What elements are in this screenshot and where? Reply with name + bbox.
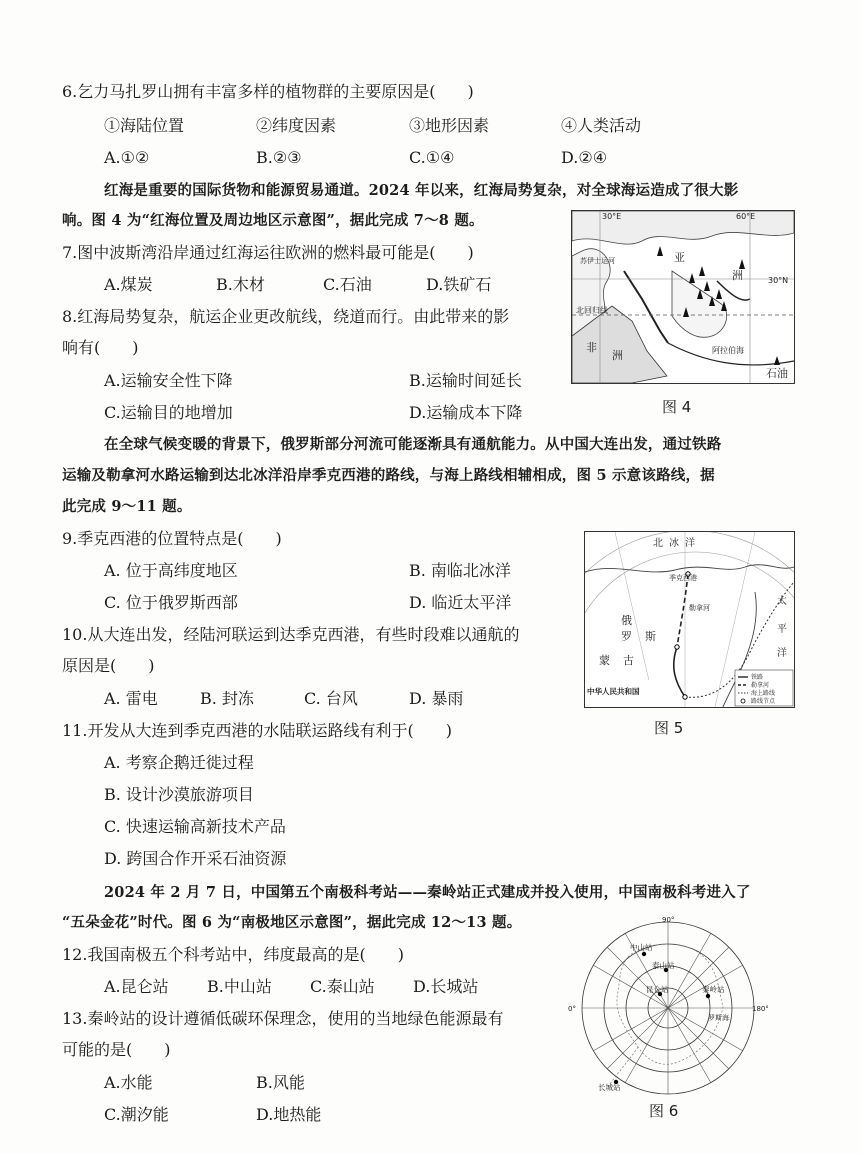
q10-option-c: C. 台风 [304,689,358,708]
q11-option-b: B. 设计沙漠旅游项目 [104,785,254,804]
q10-option-b: B. 封冻 [200,689,254,708]
q8-option-d: D.运输成本下降 [409,403,523,422]
fig4-lon30: 30°E [602,212,622,221]
q7-option-c: C.石油 [323,275,372,294]
fig4-asia-1: 亚 [674,251,685,264]
fig5-pacific-3: 洋 [777,648,787,659]
passage1-line2: 响。图 4 为“红海位置及周边地区示意图”，据此完成 7～8 题。 [62,212,484,229]
fig5-russia-1: 俄 [621,614,632,627]
q13-option-d: D.地热能 [256,1105,322,1124]
fig4-lat30: 30°N [768,276,789,285]
oil-legend-icon [774,356,780,365]
fig5-tiksi-label: 季克西港 [669,574,697,582]
fig5-legend-sea: 海上路线 [751,690,776,697]
q8-stem-line2: 响有( ) [62,338,139,357]
q6-option-a: A.①② [104,148,150,167]
fig5-mongolia-1: 蒙 [599,654,610,667]
fig6-qinling: 秦岭站 [702,985,725,994]
q9-option-c: C. 位于俄罗斯西部 [104,593,238,612]
fig5-russia-2: 罗 [621,630,632,643]
q7-option-a: A.煤炭 [104,275,153,294]
passage3-line2: “五朵金花”时代。图 6 为“南极地区示意图”，据此完成 12～13 题。 [62,914,522,931]
fig5-pacific-2: 平 [777,624,787,635]
q10-option-d: D. 暴雨 [409,689,464,708]
fig5-russia-3: 斯 [645,630,656,643]
fig4-arabian-sea: 阿拉伯海 [712,346,744,355]
q13-option-b: B.风能 [256,1073,305,1092]
fig4-lon60: 60°E [736,212,756,221]
figure5-caption: 图 5 [654,719,684,737]
q6-item-4: ④人类活动 [561,116,642,135]
q11-option-a: A. 考察企鹅迁徙过程 [104,753,254,772]
fig4-asia-2: 洲 [732,269,743,282]
q13-stem-line1: 13.秦岭站的设计遵循低碳环保理念，使用的当地绿色能源最有 [62,1009,504,1028]
q8-option-c: C.运输目的地增加 [104,403,233,422]
fig6-changcheng: 长城站 [598,1083,621,1092]
fig5-legend-node: 路线节点 [751,698,776,705]
q11-stem: 11.开发从大连到季克西港的水陆联运路线有利于( ) [62,721,452,740]
fig5-arctic-3: 洋 [685,538,695,549]
q6-stem: 6.乞力马扎罗山拥有丰富多样的植物群的主要原因是( ) [62,82,474,101]
q6-option-b: B.②③ [256,148,302,167]
q6-item-1: ①海陆位置 [104,116,185,135]
q7-stem: 7.图中波斯湾沿岸通过红海运往欧洲的燃料最可能是( ) [62,243,474,262]
figure4-map [571,210,795,384]
q9-stem: 9.季克西港的位置特点是( ) [62,529,282,548]
fig4-legend-oil: 石油 [766,367,788,380]
q13-stem-line2: 可能的是( ) [62,1040,171,1059]
q7-option-b: B.木材 [216,275,265,294]
passage2-line1: 在全球气候变暖的背景下，俄罗斯部分河流可能逐渐具有通航能力。从中国大连出发，通过铁路 [104,436,722,453]
q9-option-d: D. 临近太平洋 [409,593,512,612]
fig5-legend-lena: 勒拿河 [751,682,770,689]
q12-option-c: C.泰山站 [310,977,375,996]
q10-stem-line1: 10.从大连出发，经陆河联运到达季克西港，有些时段难以通航的 [62,625,520,644]
fig6-zhongshan: 中山站 [630,943,653,952]
fig5-china-label: 中华人民共和国 [587,687,640,696]
fig4-africa-1: 非 [586,341,597,354]
fig5-lena-label: 勒拿河 [689,604,710,612]
q8-option-b: B.运输时间延长 [409,371,522,390]
q12-option-d: D.长城站 [413,977,479,996]
fig6-ross-sea: 罗斯海 [708,1014,729,1022]
passage2-line3: 此完成 9～11 题。 [62,498,192,515]
fig6-deg180: 180° [752,1005,768,1013]
fig5-arctic-1: 北 [653,538,663,549]
passage3-line1: 2024 年 2 月 7 日，中国第五个南极科考站——秦岭站正式建成并投入使用，中国南极科考进入了 [104,884,751,901]
fig4-tropic-label: 北回归线 [576,306,608,315]
figure6-caption: 图 6 [649,1102,679,1120]
q8-option-a: A.运输安全性下降 [104,371,233,390]
fig5-legend [735,670,793,706]
q11-option-c: C. 快速运输高新技术产品 [104,817,286,836]
q12-option-b: B.中山站 [207,977,272,996]
fig5-mongolia-2: 古 [623,654,634,667]
q13-option-c: C.潮汐能 [104,1105,169,1124]
q12-stem: 12.我国南极五个科考站中，纬度最高的是( ) [62,945,404,964]
figure5-map [584,531,795,708]
q6-option-c: C.①④ [409,148,455,167]
fig6-deg0: 0° [568,1005,576,1013]
fig5-pacific-1: 太 [777,596,787,607]
q6-item-2: ②纬度因素 [256,116,337,135]
q9-option-b: B. 南临北冰洋 [409,561,511,580]
figure4-caption: 图 4 [662,398,692,416]
q10-stem-line2: 原因是( ) [62,656,155,675]
q10-option-a: A. 雷电 [104,689,158,708]
q8-stem-line1: 8.红海局势复杂，航运企业更改航线，绕道而行。由此带来的影 [62,307,510,326]
q11-option-d: D. 跨国合作开采石油资源 [104,849,287,868]
q13-option-a: A.水能 [104,1073,153,1092]
fig5-legend-rail: 铁路 [751,674,764,681]
passage2-line2: 运输及勒拿河水路运输到达北冰洋沿岸季克西港的路线，与海上路线相辅相成，图 5 示意该路线，据 [62,467,715,484]
fig6-taishan: 泰山站 [652,961,675,970]
figure6-map [568,912,768,1102]
fig4-africa-2: 洲 [612,349,623,362]
fig5-arctic-2: 冰 [669,538,679,549]
q12-option-a: A.昆仑站 [104,977,169,996]
q9-option-a: A. 位于高纬度地区 [104,561,238,580]
fig4-suez-label: 苏伊士运河 [580,257,615,265]
q6-item-3: ③地形因素 [409,116,490,135]
fig6-deg90: 90° [662,916,675,924]
fig6-kunlun: 昆仑站 [646,985,669,994]
q7-option-d: D.铁矿石 [426,275,492,294]
q6-option-d: D.②④ [561,148,608,167]
passage1-line1: 红海是重要的国际货物和能源贸易通道。2024 年以来，红海局势复杂，对全球海运造成了很大影 [104,182,739,199]
